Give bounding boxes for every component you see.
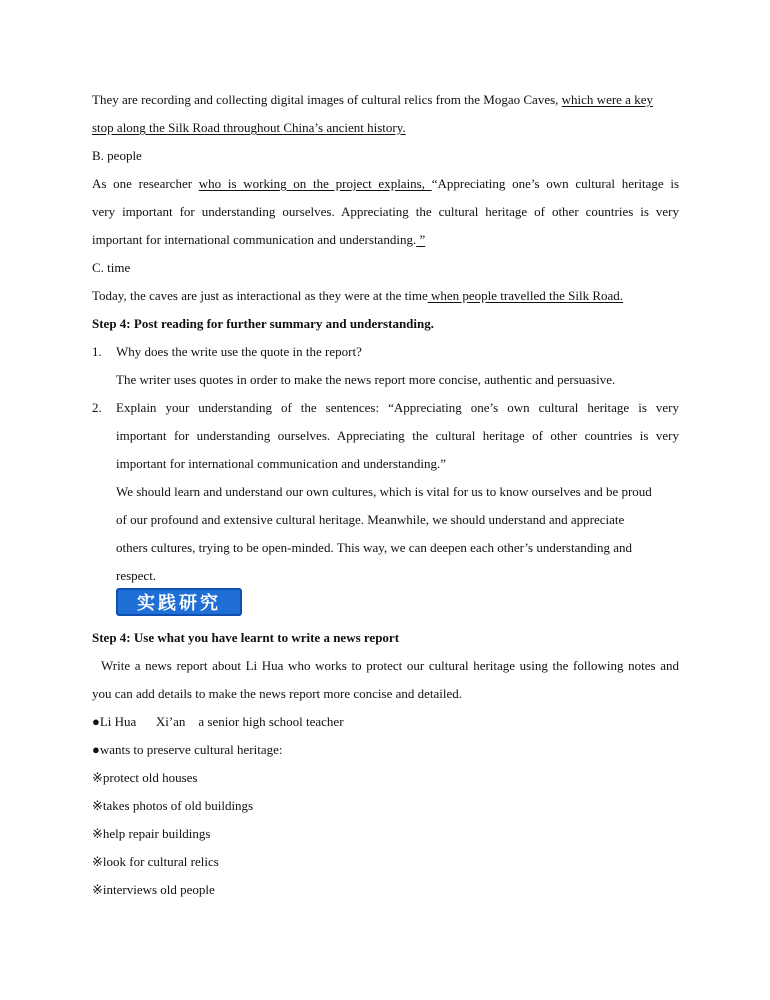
practice-research-badge: 实践研究 <box>116 588 242 616</box>
note-item: ※interviews old people <box>92 882 215 897</box>
answer-text: of our profound and extensive cultural heritage. Meanwhile, we should understand and appreciate <box>116 512 625 527</box>
step-heading: Step 4: Use what you have learnt to write a news report <box>92 630 400 645</box>
question-text: Why does the write use the quote in the report? <box>116 344 362 359</box>
text: As one researcher <box>92 176 199 191</box>
list-number: 1. <box>92 344 102 359</box>
underlined-text: stop along the Silk Road throughout China’s ancient history. <box>92 120 406 135</box>
note-item: ※look for cultural relics <box>92 854 219 869</box>
answer-text: respect. <box>116 568 157 583</box>
text: “Appreciating one’s own cultural heritage is <box>431 176 679 191</box>
paragraph-line <box>92 176 679 192</box>
text: important for international communication and understanding. <box>92 232 417 247</box>
note-item: ●wants to preserve cultural heritage: <box>92 742 283 757</box>
answer-text: The writer uses quotes in order to make the news report more concise, authentic and persuasive. <box>116 372 616 387</box>
text: They are recording and collecting digital images of cultural relics from the Mogao Caves, <box>92 92 562 107</box>
question-text: important for international communication and understanding.” <box>116 456 446 471</box>
paragraph-line <box>92 92 653 108</box>
underlined-text: who is working on the project explains, <box>198 176 432 191</box>
underlined-text: ” <box>416 232 426 247</box>
underlined-text: when people travelled the Silk Road. <box>427 288 624 303</box>
task-text: you can add details to make the news report more concise and detailed. <box>92 686 463 701</box>
text: Today, the caves are just as interactional as they were at the time <box>92 288 428 303</box>
section-label-c: C. time <box>92 260 131 275</box>
underlined-text: which were a key <box>561 92 653 107</box>
answer-text: others cultures, trying to be open-minded. This way, we can deepen each other’s understanding and <box>116 540 632 555</box>
section-label-b: B. people <box>92 148 142 163</box>
question-text: Explain your understanding of the sentences: “Appreciating one’s own cultural heritage is very <box>116 400 679 415</box>
note-item: ※help repair buildings <box>92 826 211 841</box>
step-heading: Step 4: Post reading for further summary and understanding. <box>92 316 434 331</box>
note-item: ※takes photos of old buildings <box>92 798 254 813</box>
answer-text: We should learn and understand our own cultures, which is vital for us to know ourselves and be proud <box>116 484 652 499</box>
task-text: Write a news report about Li Hua who works to protect our cultural heritage using the following notes and <box>92 658 679 673</box>
paragraph-line <box>92 232 425 248</box>
note-item: ※protect old houses <box>92 770 198 785</box>
list-number: 2. <box>92 400 102 415</box>
paragraph-line <box>92 288 623 304</box>
note-item: ●Li Hua Xi’an a senior high school teacher <box>92 714 344 729</box>
paragraph-line: very important for understanding ourselves. Appreciating the cultural heritage of other countries is very <box>92 204 679 219</box>
question-text: important for understanding ourselves. Appreciating the cultural heritage of other countries is very <box>116 428 679 443</box>
paragraph-line <box>92 120 406 136</box>
